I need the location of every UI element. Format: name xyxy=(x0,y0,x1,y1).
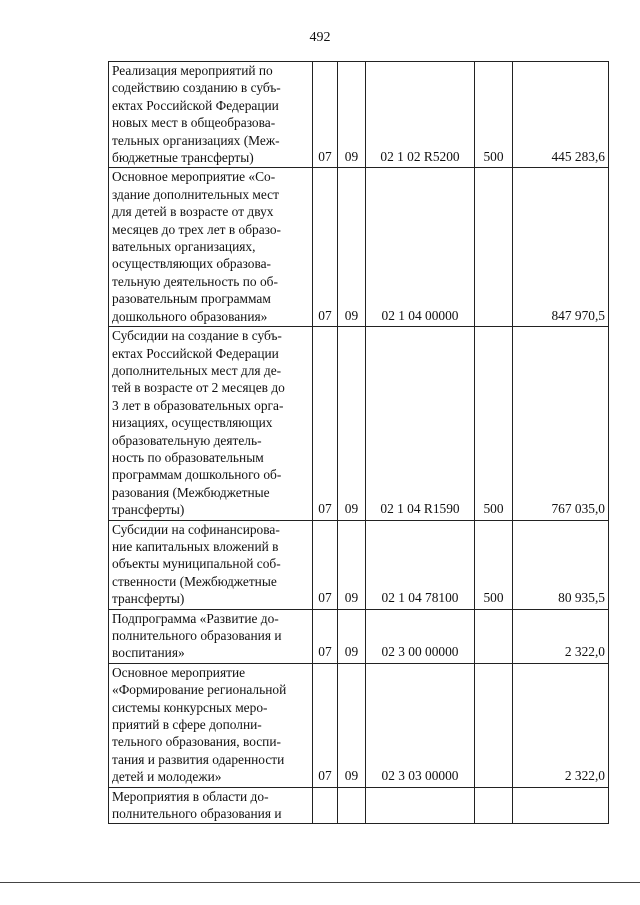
row-name-line: тания и развития одаренности xyxy=(112,751,285,767)
section-code: 07 xyxy=(318,644,332,660)
subsection-cell xyxy=(338,520,366,609)
target-article-cell xyxy=(366,168,475,327)
budget-table xyxy=(108,61,609,824)
row-name-line: осуществляющих образова- xyxy=(112,256,271,272)
table-row xyxy=(109,663,609,787)
row-name-cell xyxy=(109,62,313,168)
section-code xyxy=(313,821,337,823)
row-name-line: Основное мероприятие «Со- xyxy=(112,169,276,185)
table-row xyxy=(109,327,609,520)
subsection-cell xyxy=(338,62,366,168)
row-name-cell xyxy=(109,663,313,787)
row-name-line: бюджетные трансферты) xyxy=(112,150,254,166)
section-code: 07 xyxy=(318,768,332,784)
amount-cell xyxy=(513,787,609,824)
amount-cell xyxy=(513,520,609,609)
row-name-line: ектах Российской Федерации xyxy=(112,345,279,361)
amount-value: 2 322,0 xyxy=(564,768,605,784)
section-code: 07 xyxy=(318,149,332,165)
subsection-code: 09 xyxy=(344,307,359,323)
amount-cell xyxy=(513,609,609,663)
target-article-code: 02 1 02 R5200 xyxy=(380,149,460,165)
target-article-cell xyxy=(366,327,475,520)
row-name-line: для детей в возрасте от двух xyxy=(112,204,274,220)
row-name-line: воспитания» xyxy=(112,645,185,661)
amount-value: 2 322,0 xyxy=(564,644,605,660)
table-row xyxy=(109,520,609,609)
page-bottom-divider xyxy=(0,882,640,883)
row-name-line: здание дополнительных мест xyxy=(112,186,279,202)
row-name-line: «Формирование региональной xyxy=(112,682,287,698)
row-name-line: вательных организациях, xyxy=(112,239,256,255)
section-code: 07 xyxy=(318,307,332,323)
section-code: 07 xyxy=(318,590,332,606)
subsection-code: 09 xyxy=(344,768,359,784)
subsection-code: 09 xyxy=(344,590,359,606)
row-name-line: полнительного образования и xyxy=(112,806,282,822)
expense-type-cell xyxy=(475,520,513,609)
table-row xyxy=(109,62,609,168)
row-name-line: полнительного образования и xyxy=(112,628,282,643)
subsection-cell xyxy=(338,787,366,824)
expense-type-code: 500 xyxy=(483,590,504,606)
row-name-line: трансферты) xyxy=(112,591,185,607)
expense-type-cell xyxy=(475,787,513,824)
row-name-line: дополнительных мест для де- xyxy=(112,362,282,378)
section-cell xyxy=(313,168,338,327)
section-cell xyxy=(313,520,338,609)
section-cell xyxy=(313,327,338,520)
expense-type-cell xyxy=(475,663,513,787)
target-article-cell xyxy=(366,663,475,787)
row-name-line: программам дошкольного об- xyxy=(112,467,282,483)
section-code: 07 xyxy=(318,501,332,517)
row-name-cell xyxy=(109,787,313,824)
row-name-line: ектах Российской Федерации xyxy=(112,97,279,113)
row-name-line: ственности (Межбюджетные xyxy=(112,573,277,589)
row-name-cell xyxy=(109,609,313,663)
expense-type-code: 500 xyxy=(483,501,504,517)
row-name-line: объекты муниципальной соб- xyxy=(112,556,281,572)
row-name-line: Реализация мероприятий по xyxy=(112,63,273,78)
section-cell xyxy=(313,787,338,824)
row-name-line: системы конкурсных меро- xyxy=(112,699,268,715)
row-name-line: содействию созданию в субъ- xyxy=(112,80,281,96)
target-article-cell xyxy=(366,609,475,663)
subsection-code xyxy=(338,821,365,823)
expense-type-cell xyxy=(475,327,513,520)
row-name-line: разовательным программам xyxy=(112,291,271,307)
section-cell xyxy=(313,663,338,787)
target-article-cell xyxy=(366,520,475,609)
table-row xyxy=(109,168,609,327)
row-name-line: Субсидии на создание в субъ- xyxy=(112,328,282,344)
row-name-line: 3 лет в образовательных орга- xyxy=(112,397,284,413)
row-name-cell xyxy=(109,327,313,520)
subsection-cell xyxy=(338,168,366,327)
expense-type-cell xyxy=(475,168,513,327)
row-name-line: образовательную деятель- xyxy=(112,432,262,448)
row-name-line: Мероприятия в области до- xyxy=(112,788,269,804)
subsection-cell xyxy=(338,609,366,663)
expense-type-code xyxy=(475,821,512,823)
row-name-line: Основное мероприятие xyxy=(112,664,246,680)
amount-cell xyxy=(513,663,609,787)
target-article-code xyxy=(366,821,474,823)
row-name-line: ние капитальных вложений в xyxy=(112,538,279,554)
row-name-line: Подпрограмма «Развитие до- xyxy=(112,610,279,626)
expense-type-cell xyxy=(475,62,513,168)
row-name-line: тей в возрасте от 2 месяцев до xyxy=(112,380,285,396)
target-article-code: 02 3 00 00000 xyxy=(381,644,459,660)
expense-type-code: 500 xyxy=(483,149,504,165)
target-article-code: 02 1 04 R1590 xyxy=(380,501,460,517)
row-name-line: тельных организациях (Меж- xyxy=(112,132,280,148)
subsection-cell xyxy=(338,663,366,787)
row-name-line: тельную деятельность по об- xyxy=(112,273,278,289)
amount-value: 445 283,6 xyxy=(551,149,605,165)
row-name-line: дошкольного образования» xyxy=(112,308,268,324)
row-name-line: ность по образовательным xyxy=(112,449,264,465)
target-article-code: 02 1 04 00000 xyxy=(381,307,459,323)
row-name-line: Субсидии на софинансирова- xyxy=(112,521,280,537)
row-name-line: низациях, осуществляющих xyxy=(112,415,273,431)
row-name-line: месяцев до трех лет в образо- xyxy=(112,221,282,237)
amount-value: 847 970,5 xyxy=(551,307,605,323)
row-name-line: новых мест в общеобразова- xyxy=(112,115,276,131)
target-article-cell xyxy=(366,62,475,168)
table-row xyxy=(109,787,609,824)
row-name-cell xyxy=(109,520,313,609)
amount-value xyxy=(513,821,605,823)
row-name-line: приятий в сфере дополни- xyxy=(112,717,262,733)
section-cell xyxy=(313,62,338,168)
page-number: 492 xyxy=(309,30,331,45)
row-name-line: детей и молодежи» xyxy=(112,769,222,785)
amount-cell xyxy=(513,168,609,327)
amount-value: 767 035,0 xyxy=(551,501,605,517)
expense-type-cell xyxy=(475,609,513,663)
subsection-code: 09 xyxy=(344,501,359,517)
subsection-code: 09 xyxy=(344,644,359,660)
subsection-code: 09 xyxy=(344,149,359,165)
row-name-line: тельного образования, воспи- xyxy=(112,734,281,750)
target-article-code: 02 1 04 78100 xyxy=(381,590,459,606)
section-cell xyxy=(313,609,338,663)
amount-cell xyxy=(513,327,609,520)
row-name-line: трансферты) xyxy=(112,502,185,518)
subsection-cell xyxy=(338,327,366,520)
table-row xyxy=(109,609,609,663)
amount-value: 80 935,5 xyxy=(558,590,605,606)
target-article-cell xyxy=(366,787,475,824)
amount-cell xyxy=(513,62,609,168)
row-name-line: разования (Межбюджетные xyxy=(112,484,270,500)
target-article-code: 02 3 03 00000 xyxy=(381,768,459,784)
row-name-cell xyxy=(109,168,313,327)
